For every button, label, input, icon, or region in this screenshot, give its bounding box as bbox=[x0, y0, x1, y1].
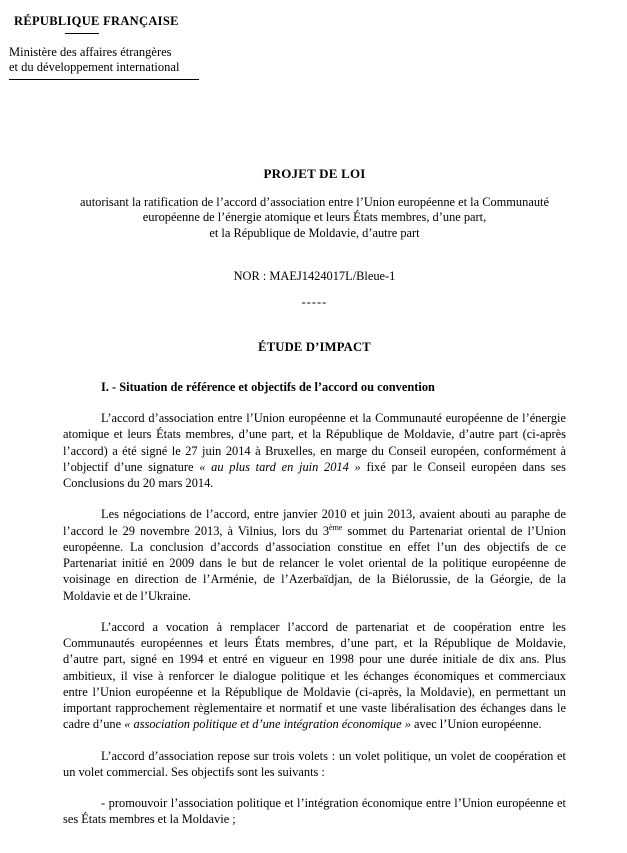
text-segment: L’accord a vocation à remplacer l’accord de partenariat et de coopération entre les Communautés européennes et leurs États membres, d’une part, et la République de Moldavie, d’autre part, signé en 1994 et entré en vigueur en 1998 pour une durée initiale de dix ans. Plus ambitieux, il vise à renforcer le dialogue politique et les échanges économiques et commerciaux entre l’Union européenne et la République de Moldavie (ci-après, la Moldavie), en permettant un important rapprochement règlementaire et normatif et une vaste libéralisation des échanges dans le cadre d’une bbox=[63, 619, 566, 732]
ministry-name bbox=[9, 45, 627, 75]
text-segment: avec l’Union européenne. bbox=[410, 717, 542, 732]
long-divider-rule bbox=[9, 79, 199, 80]
list-item-objective-1: - promouvoir l’association politique et l’intégration économique entre l’Union européenne et ses États membres et la Moldavie ; bbox=[63, 796, 566, 827]
paragraph-2 bbox=[63, 506, 566, 604]
republic-title: RÉPUBLIQUE FRANÇAISE bbox=[14, 14, 179, 28]
text-segment: L’accord d’association entre l’Union européenne et la Communauté européenne de l’énergie atomique et leurs États membres, d’une part, et la République de Moldavie, d’autre part (ci-après l’accord) a été signé le 27 juin 2014 à Bruxelles, en marge du Conseil européen, conformément à l’objectif d’une signature bbox=[63, 411, 566, 474]
subtitle-line-3: et la République de Moldavie, d’autre part bbox=[209, 226, 420, 241]
ministry-line-2: et du développement international bbox=[9, 59, 180, 74]
paragraph-1 bbox=[63, 410, 566, 491]
paragraph-3 bbox=[63, 619, 566, 733]
ministry-line-1: Ministère des affaires étrangères bbox=[9, 45, 172, 59]
text-segment: Les négociations de l’accord, entre janvier 2010 et juin 2013, avaient abouti au paraphe de l’accord le 29 novembre 2013, à Vilnius, lors du 3 bbox=[63, 507, 566, 538]
document-title: PROJET DE LOI bbox=[263, 165, 366, 181]
impact-study-heading: ÉTUDE D’IMPACT bbox=[258, 340, 371, 355]
nor-reference: NOR : MAEJ1424017L/Bleue-1 bbox=[233, 268, 396, 283]
text-segment: sommet du Partenariat oriental de l’Union européenne. La conclusion d’accords d’association constitue en effet l’un des objectifs de ce Partenariat initié en 2009 dans le but de relancer le volet oriental de la politique européenne de voisinage en direction de l’Arménie, de l’Azerbaïdjan, de la Biélorussie, de la Géorgie, de la Moldavie et de l’Ukraine. bbox=[63, 523, 566, 603]
subtitle-line-1: autorisant la ratification de l’accord d’association entre l’Union européenne et la Communauté bbox=[80, 194, 549, 209]
section-1-title: I. - Situation de référence et objectifs de l’accord ou convention bbox=[101, 379, 435, 394]
paragraph-4: L’accord d’association repose sur trois volets : un volet politique, un volet de coopération et un volet commercial. Ses objectifs sont les suivants : bbox=[63, 748, 566, 779]
text-segment: fixé par le Conseil européen dans ses Conclusions du 20 mars 2014. bbox=[63, 459, 566, 490]
letterhead bbox=[0, 0, 627, 80]
document-subtitle bbox=[63, 195, 566, 242]
separator-dashes: ----- bbox=[301, 295, 328, 310]
italic-quote: « association politique et d’une intégration économique » bbox=[124, 717, 411, 732]
ordinal-superscript: ème bbox=[329, 522, 343, 532]
short-divider-rule bbox=[65, 33, 99, 34]
subtitle-line-2: européenne de l’énergie atomique et leurs États membres, d’une part, bbox=[142, 210, 487, 225]
italic-quote: « au plus tard en juin 2014 » bbox=[199, 459, 361, 474]
document-content bbox=[0, 165, 627, 828]
